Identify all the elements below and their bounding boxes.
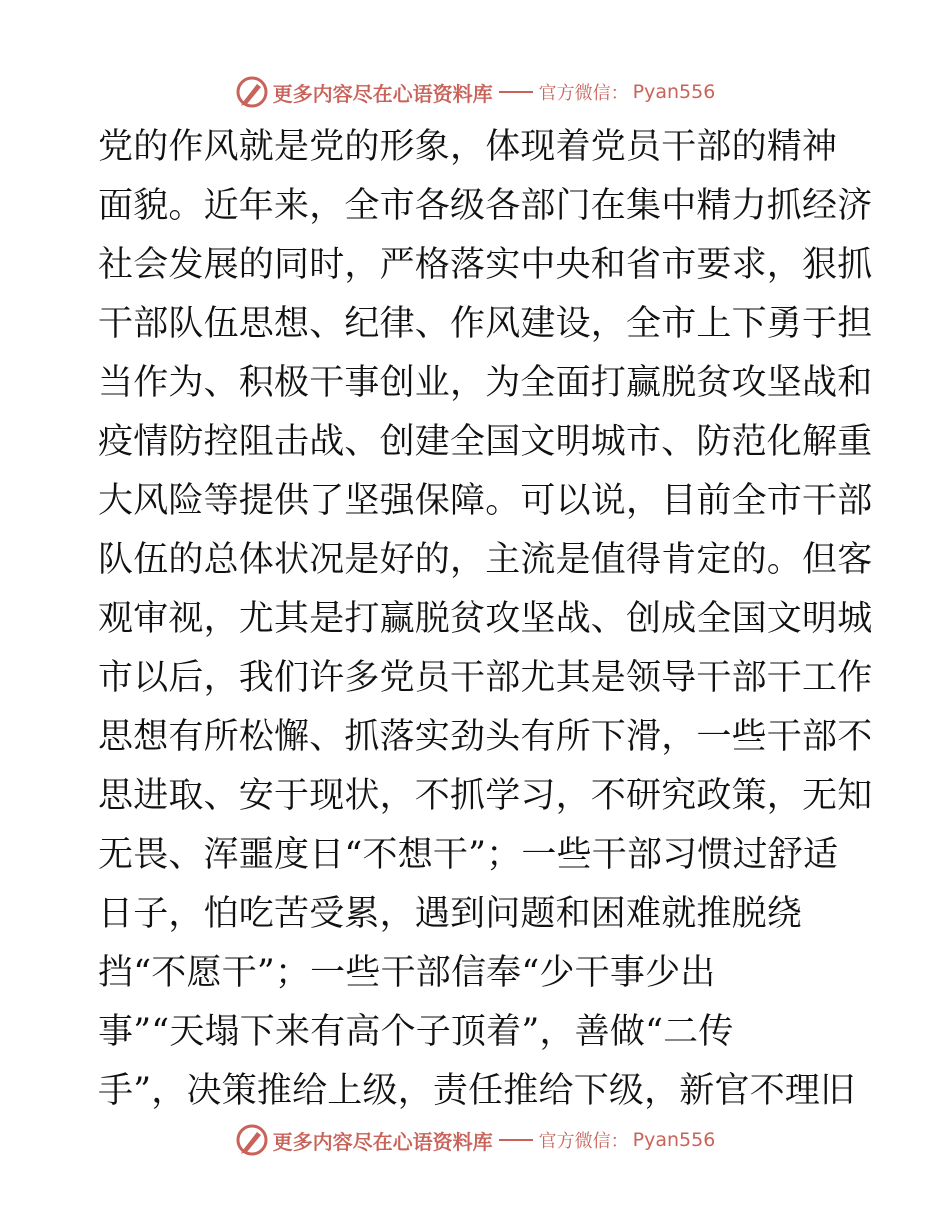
banner-divider [499, 1139, 533, 1141]
body-line: 市以后，我们许多党员干部尤其是领导干部干工作 [98, 658, 873, 698]
body-line: 无畏、浑噩度日“不想干”；一些干部习惯过舒适 [98, 835, 839, 875]
body-line: 思进取、安于现状，不抓学习，不研究政策，无知 [98, 776, 873, 816]
document-body [98, 118, 873, 1121]
body-line: 事”“天塌下来有高个子顶着”，善做“二传 [98, 1012, 734, 1052]
pen-logo-icon [235, 1123, 269, 1157]
banner-wechat-label: 官方微信： [538, 1131, 629, 1152]
body-line: 日子，怕吃苦受累，遇到问题和困难就推脱绕 [98, 894, 803, 934]
body-line: 观审视，尤其是打赢脱贫攻坚战、创成全国文明城 [98, 599, 873, 639]
banner-wechat-id: Pyan556 [632, 1129, 716, 1151]
body-line: 大风险等提供了坚强保障。可以说，目前全市干部 [98, 481, 873, 521]
body-line: 面貌。近年来，全市各级各部门在集中精力抓经济 [98, 186, 873, 226]
body-line: 党的作风就是党的形象，体现着党员干部的精神 [98, 127, 838, 167]
body-line: 队伍的总体状况是好的，主流是值得肯定的。但客 [98, 540, 873, 580]
body-line: 疫情防控阻击战、创建全国文明城市、防范化解重 [98, 422, 873, 462]
pen-logo-icon [235, 75, 269, 109]
body-line: 当作为、积极干事创业，为全面打赢脱贫攻坚战和 [98, 363, 873, 403]
banner-wechat-label: 官方微信： [538, 83, 629, 104]
body-line: 挡“不愿干”；一些干部信奉“少干事少出 [98, 953, 716, 993]
footer-watermark-banner [0, 1120, 950, 1160]
banner-divider [499, 91, 533, 93]
body-line: 干部队伍思想、纪律、作风建设，全市上下勇于担 [98, 304, 873, 344]
body-line: 社会发展的同时，严格落实中央和省市要求，狠抓 [98, 245, 873, 285]
banner-brand-text: 更多内容尽在心语资料库 [272, 1129, 493, 1154]
body-line: 思想有所松懈、抓落实劲头有所下滑，一些干部不 [98, 717, 873, 757]
banner-brand-text: 更多内容尽在心语资料库 [272, 81, 493, 106]
body-line: 手”，决策推给上级，责任推给下级，新官不理旧 [98, 1071, 856, 1111]
banner-wechat-id: Pyan556 [632, 81, 716, 103]
header-watermark-banner [0, 72, 950, 112]
